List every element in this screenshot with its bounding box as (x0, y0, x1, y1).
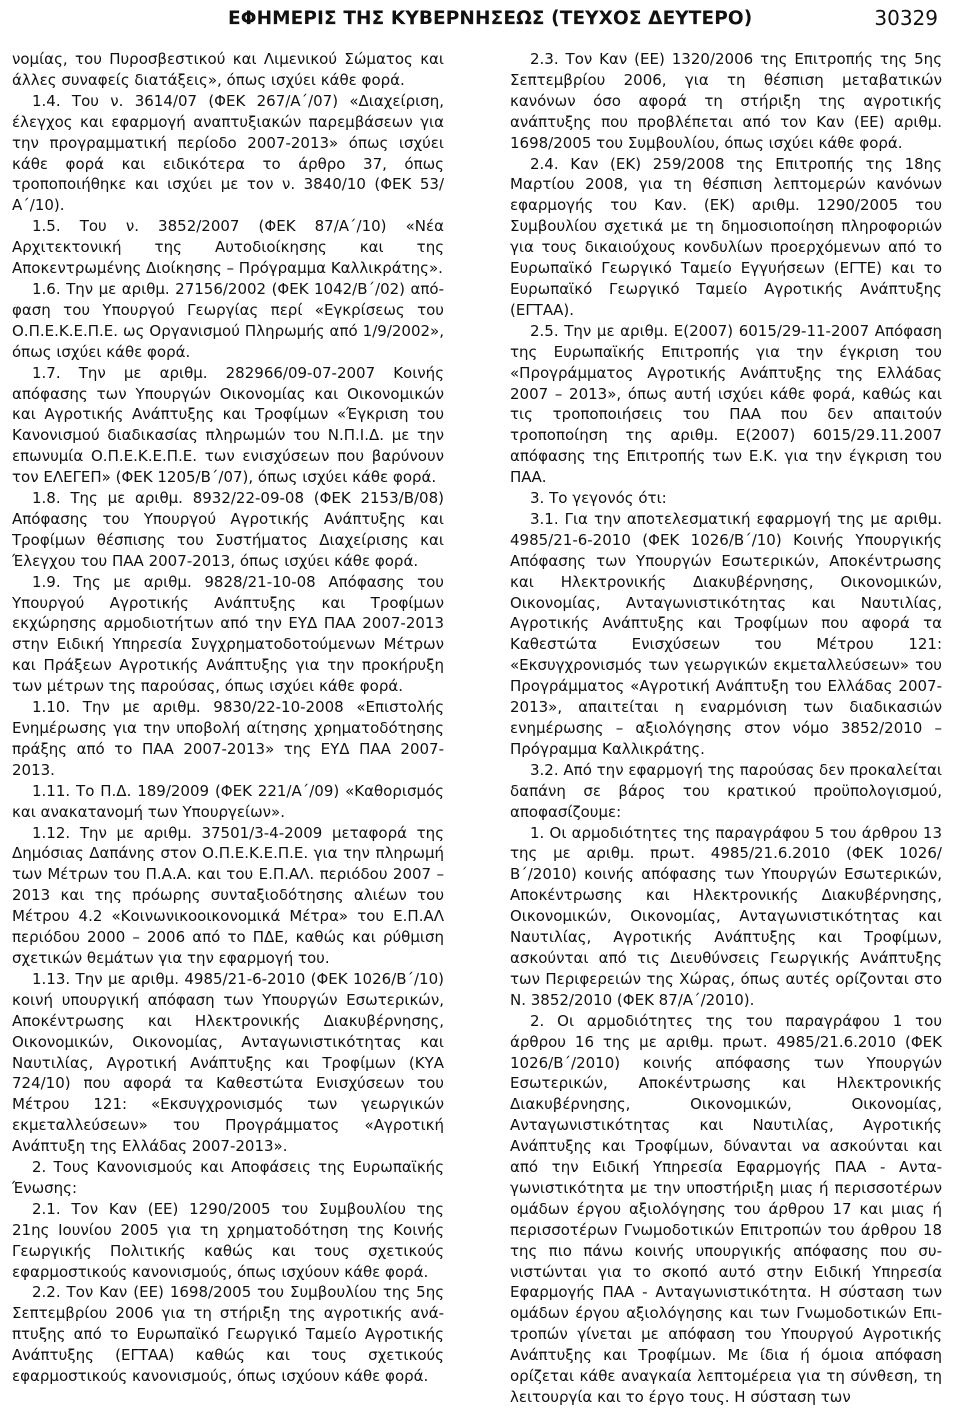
paragraph: 1.5. Του ν. 3852/2007 (ΦΕΚ 87/Α΄/10) «Νέα Αρχιτεκτονική της Αυτοδιοίκησης και της Αποκεντρωμένης Διοίκησης – Πρόγραμμα Καλλικράτης». (12, 217, 444, 278)
paragraph: 1.7. Την με αριθμ. 282966/09-07-2007 Κοινής απόφασης των Υπουργών Οικονομίας και Οικονομικών και Αγροτικής Ανάπτυξης και Τροφίμων «Έγκριση του Κανονισμού διαδικασίας πληρωμών του Ν.Π.Ι.Δ. με την επωνυμία Ο.Π.Ε.Κ.Ε.Π.Ε. των ενισχύσεων που βαρύνουν τον ΕΛΕΓΕΠ» (ΦΕΚ 1205/Β΄/07), όπως ισχύει κάθε φορά. (12, 363, 444, 487)
paragraph: 1.11. Το Π.Δ. 189/2009 (ΦΕΚ 221/Α΄/09) «Καθορισμός και ανακατανομή των Υπουργείων». (12, 781, 444, 821)
paragraph: 2.3. Τον Καν (ΕΕ) 1320/2006 της Επιτροπής της 5ης Σεπτεμβρίου 2006, για τη θέσπιση μεταβατικών κανόνων όσο αφορά τη στήριξη της αγροτικής ανάπτυξης που προβλέπεται από τον Καν (ΕΕ) αριθμ. 1698/2005 του Συμβουλίου, όπως ισχύει κάθε φορά. (510, 50, 942, 152)
paragraph: 2.2. Τον Καν (ΕΕ) 1698/2005 του Συμβουλίου της 5ης Σεπτεμβρίου 2006 για τη στήριξη της αγροτικής ανάπτυξης από το Ευρωπαϊκό Γεωργικό Ταμείο Αγροτικής Ανάπτυξης (ΕΓΤΑΑ) καθώς και τους σχετικούς εφαρμοστικούς κανονισμούς, όπως ισχύουν κάθε φορά. (12, 1283, 444, 1386)
paragraph: 1.6. Την με αριθμ. 27156/2002 (ΦΕΚ 1042/Β΄/02) απόφαση του Υπουργού Γεωργίας περί «Εγκρίσεως του Ο.Π.Ε.Κ.Ε.Π.Ε. ως Οργανισμού Πληρωμής από 1/9/2002», όπως ισχύει κάθε φορά. (12, 279, 444, 361)
paragraph: 1.10. Την με αριθμ. 9830/22-10-2008 «Επιστολής Ενημέρωσης για την υποβολή αίτησης χρηματοδότησης πράξης από το ΠΑΑ 2007-2013» της ΕΥΔ ΠΑΑ 2007-2013. (12, 698, 444, 779)
paragraph: 1.4. Του ν. 3614/07 (ΦΕΚ 267/Α΄/07) «Διαχείριση, έλεγχος και εφαρμογή αναπτυξιακών παρεμβάσεων για την προγραμματική περίοδο 2007-2013» όπως ισχύει κάθε φορά και ειδικότερα το άρθρο 37, όπως τροποποιήθηκε και ισχύει με τον ν. 3840/10 (ΦΕΚ 53/Α΄/10). (12, 91, 444, 215)
right-column (510, 49, 942, 1419)
paragraph: 3.2. Από την εφαρμογή της παρούσας δεν προκαλείται δαπάνη σε βάρος του κρατικού προϋπολογισμού, αποφασίζουμε: (510, 760, 942, 821)
paragraph: 2.4. Καν (ΕΚ) 259/2008 της Επιτροπής της 18ης Μαρτίου 2008, για τη θέσπιση λεπτομερών κανόνων εφαρμογής του Καν. (ΕΚ) αριθμ. 1290/2005 του Συμβουλίου σχετικά με τη δημοσιοποίηση πληροφοριών για τους δικαιούχους κονδυλίων προερχόμενων από το Ευρωπαϊκό Γεωργικό Ταμείο Εγγυήσεων (ΕΓΤΕ) και το Ευρωπαϊκό Γεωργικό Ταμείο Αγροτικής Ανάπτυξης (ΕΓΤΑΑ). (510, 154, 942, 319)
paragraph: 2. Οι αρμοδιότητες της του παραγράφου 1 του άρθρου 16 της με αριθμ. πρωτ. 4985/21.6.2010 (ΦΕΚ 1026/Β΄/2010) κοινής απόφασης των Υπουργών Εσωτερικών, Αποκέντρωσης και Ηλεκτρονικής Διακυβέρνησης, Οικονομικών, Οικονομίας, Ανταγωνιστικότητας και Ναυτιλίας, Αγροτικής Ανάπτυξης και Τροφίμων, δύνανται να ασκούνται και από την Ειδική Υπηρεσία Εφαρμογής ΠΑΑ - Ανταγωνιστικότητα με την υποστήριξη μιας ή περισσοτέρων ομάδων έργου αξιολόγησης του άρθρου 17 και μιας ή περισσοτέρων Γνωμοδοτικών Επιτροπών του άρθρου 18 της πιο πάνω κοινής υπουργικής απόφασης που συνιστώνται για το σκοπό αυτό στην Ειδική Υπηρεσία Εφαρμογής ΠΑΑ - Ανταγωνιστικότητα. Η σύσταση των ομάδων έργου αξιολόγησης και των Γνωμοδοτικών Επιτροπών γίνεται με απόφαση του Υπουργού Αγροτικής Ανάπτυξης και Τροφίμων. Με ίδια ή όμοια απόφαση ορίζεται κάθε αναγκαία λεπτομέρεια για τη σύνθεση, τη λειτουργία και το έργο τους. Η σύσταση των (510, 1011, 942, 1406)
paragraph: 2.5. Την με αριθμ. Ε(2007) 6015/29-11-2007 Απόφαση της Ευρωπαϊκής Επιτροπής για την έγκριση του «Προγράμματος Αγροτικής Ανάπτυξης της Ελλάδας 2007 – 2013», όπως αυτή ισχύει κάθε φορά, καθώς και τις τροποποιήσεις του ΠΑΑ που δεν απαιτούν τροποποίηση της αριθμ. Ε(2007) 6015/29.11.2007 απόφασης της Επιτροπής των Ε.Κ. για την έγκριση του ΠΑΑ. (510, 321, 942, 487)
paragraph: 1.8. Της με αριθμ. 8932/22-09-08 (ΦΕΚ 2153/Β/08) Απόφασης του Υπουργού Αγροτικής Ανάπτυξης και Τροφίμων θέσπισης του Συστήματος Διαχείρισης και Έλεγχου του ΠΑΑ 2007-2013, όπως ισχύει κάθε φορά. (12, 489, 444, 570)
paragraph: 3.1. Για την αποτελεσματική εφαρμογή της με αριθμ. 4985/21-6-2010 (ΦΕΚ 1026/Β΄/10) Κοινής Υπουργικής Απόφασης των Υπουργών Εσωτερικών, Αποκέντρωσης και Ηλεκτρονικής Διακυβέρνησης, Οικονομικών, Οικονομίας, Ανταγωνιστικότητας και Ναυτιλίας, Αγροτικής Ανάπτυξης και Τροφίμων που αφορά τα Καθεστώτα Ενισχύσεων του Μέτρου 121: «Εκσυγχρονισμός των γεωργικών εκμεταλλεύσεων» του Προγράμματος «Αγροτική Ανάπτυξη του Ελλάδας 2007-2013», απαιτείται η εναρμόνιση των διαδικασιών ενημέρωσης – αξιολόγησης στον νόμο 3852/2010 – Πρόγραμμα Καλλικράτης. (510, 509, 942, 758)
paragraph: 1.9. Της με αριθμ. 9828/21-10-08 Απόφασης του Υπουργού Αγροτικής Ανάπτυξης και Τροφίμων εκχώρησης αρμοδιοτήτων από την ΕΥΔ ΠΑΑ 2007-2013 στην Ειδική Υπηρεσία Συγχρηματοδοτούμενων Μέτρων και Πράξεων Αγροτικής Ανάπτυξης για την προκήρυξη των μέτρων της παρούσας, όπως ισχύει κάθε φορά. (12, 572, 444, 696)
page-number: 30329 (874, 6, 938, 30)
left-column (12, 49, 444, 1419)
page-header (0, 0, 960, 36)
paragraph: 2. Τους Κανονισμούς και Αποφάσεις της Ευρωπαϊκής Ένωσης: (12, 1158, 444, 1197)
gazette-title: ΕΦΗΜΕΡΙΣ ΤΗΣ ΚΥΒΕΡΝΗΣΕΩΣ (ΤΕΥΧΟΣ ΔΕΥΤΕΡΟ) (228, 7, 753, 29)
paragraph: 3. Το γεγονός ότι: (530, 489, 667, 508)
paragraph: 2.1. Τον Καν (ΕΕ) 1290/2005 του Συμβουλίου της 21ης Ιουνίου 2005 για τη χρηματοδότηση της Κοινής Γεωργικής Πολιτικής καθώς και τους σχετικούς εφαρμοστικούς κανονισμούς, όπως ισχύουν κάθε φορά. (12, 1199, 444, 1281)
paragraph: νομίας, του Πυροσβεστικού και Λιμενικού Σώματος και άλλες συναφείς διατάξεις», όπως ισχύει κάθε φορά. (12, 50, 444, 89)
paragraph: 1.13. Την με αριθμ. 4985/21-6-2010 (ΦΕΚ 1026/Β΄/10) κοινή υπουργική απόφαση των Υπουργών Εσωτερικών, Αποκέντρωσης και Ηλεκτρονικής Διακυβέρνησης, Οικονομικών, Οικονομίας, Ανταγωνιστικότητας και Ναυτιλίας, Αγροτική Ανάπτυξης και Τροφίμων (ΚΥΑ 724/10) που αφορά τα Καθεστώτα Ενισχύσεων του Μέτρου 121: «Εκσυγχρονισμός των γεωργικών εκμεταλλεύσεων» του Προγράμματος «Αγροτική Ανάπτυξη της Ελλάδας 2007-2013». (12, 969, 444, 1156)
paragraph: 1. Οι αρμοδιότητες της παραγράφου 5 του άρθρου 13 της με αριθμ. πρωτ. 4985/21.6.2010 (ΦΕΚ 1026/Β΄/2010) κοινής απόφασης των Υπουργών Εσωτερικών, Αποκέντρωσης και Ηλεκτρονικής Διακυβέρνησης, Οικονομικών, Οικονομίας, Ανταγωνιστικότητας και Ναυτιλίας, Αγροτικής Ανάπτυξης και Τροφίμων, ασκούνται από τις Διευθύνσεις Γεωργικής Ανάπτυξης των Περιφερειών της Χώρας, όπως αυτές ορίζονται στο Ν. 3852/2010 (ΦΕΚ 87/Α΄/2010). (510, 823, 942, 1009)
paragraph: 1.12. Την με αριθμ. 37501/3-4-2009 μεταφορά της Δημόσιας Δαπάνης στον Ο.Π.Ε.Κ.Ε.Π.Ε. για την πληρωμή των Μέτρων του Π.Α.Α. και του Ε.Π.ΑΛ. περιόδου 2007 – 2013 και της πρόωρης συνταξιοδότησης αλιέων του Μέτρου 4.2 «Κοινωνικοοικονομικά Μέτρα» του Ε.Π.ΑΛ περιόδου 2000 – 2006 από το ΠΔΕ, καθώς και ρύθμιση σχετικών θεμάτων για την εφαρμογή του. (12, 823, 444, 967)
